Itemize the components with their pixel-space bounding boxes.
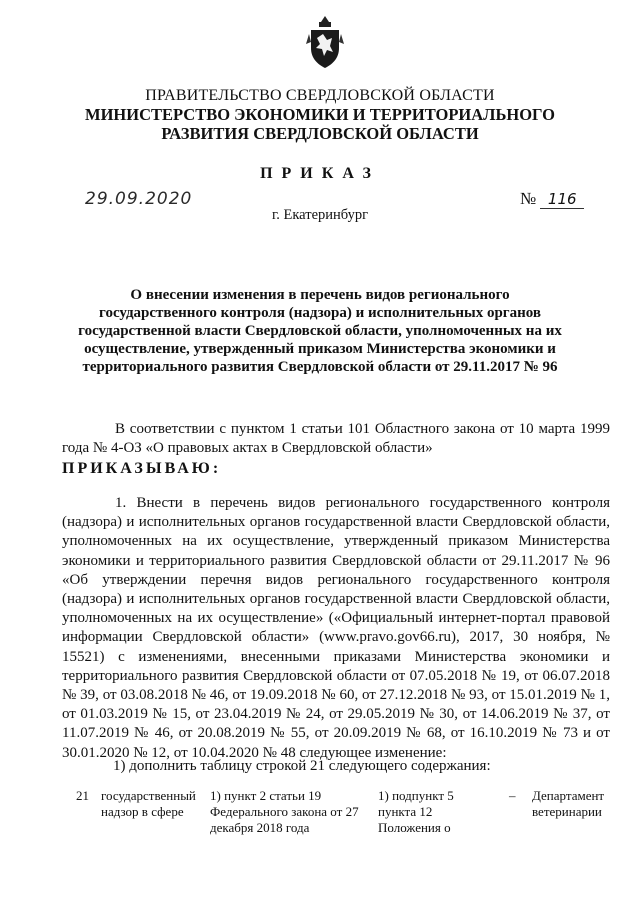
preamble: В соответствии с пунктом 1 статьи 101 Областного закона от 10 марта 1999 года № 4-ОЗ «О правовых актах в Свердловской области» (62, 421, 610, 457)
ministry-name: МИНИСТЕРСТВО ЭКОНОМИКИ И ТЕРРИТОРИАЛЬНОГО РАЗВИТИЯ СВЕРДЛОВСКОЙ ОБЛАСТИ (85, 105, 555, 143)
city: г. Екатеринбург (271, 207, 369, 223)
document-title: О внесении изменения в перечень видов регионального государственного контроля (надзора) и исполнительных органов государственной власти Свердловской области, уполномоченных на их осуществление, утвержденный приказом Министерства экономики и территориального развития Свердловской области от 29.11.2017 № 96 (78, 287, 562, 375)
table-cell-number: 21 (76, 788, 89, 803)
item-1: 1. Внести в перечень видов регионального государственного контроля (надзора) и исполнительных органов государственной власти Свердловской области, уполномоченных на их осуществление, утвержденный приказом Министерства экономики и территориального развития Свердловской области от 29.11.2017 № 96 «Об утверждении перечня видов регионального государственного контроля (надзора) и исполнительных органов государственной власти Свердловской области, уполномоченных на их осуществление» («Официальный интернет-портал правовой информации Свердловской области» (www.pravo.gov66.ru), 2017, 30 ноября, № 15521) с изменениями, внесенными приказами Министерства экономики и территориального развития Свердловской области от 07.05.2018 № 19, от 06.07.2018 № 39, от 03.08.2018 № 46, от 19.09.2018 № 60, от 27.12.2018 № 93, от 15.01.2019 № 1, от 01.03.2019 № 15, от 23.04.2019 № 24, от 29.05.2019 № 30, от 14.06.2019 № 37, от 11.07.2019 № 46, от 20.08.2019 № 55, от 20.09.2019 № 68, от 16.10.2019 № 73 и от 30.01.2020 № 12, от 10.04.2020 № 48 следующее изменение: (62, 495, 610, 761)
coat-of-arms-icon (305, 14, 345, 72)
document-type: ПРИКАЗ (260, 165, 380, 182)
government-name: ПРАВИТЕЛЬСТВО СВЕРДЛОВСКОЙ ОБЛАСТИ (145, 87, 495, 104)
document-date: 29.09.2020 (85, 189, 193, 209)
table-cell-subclause: 1) подпункт 5 пункта 12 Положения о (378, 788, 454, 835)
document-number: № 116 (520, 189, 584, 209)
table-cell-dash: – (509, 788, 516, 803)
command-heading: ПРИКАЗЫВАЮ: (62, 460, 222, 477)
subitem-1: 1) дополнить таблицу строкой 21 следующего содержания: (113, 758, 491, 774)
table-cell-legal-basis: 1) пункт 2 статьи 19 Федерального закона от 27 декабря 2018 года (210, 788, 359, 835)
table-cell-authority: Департамент ветеринарии (532, 788, 605, 819)
table-cell-control-type: государственный надзор в сфере (101, 788, 196, 819)
